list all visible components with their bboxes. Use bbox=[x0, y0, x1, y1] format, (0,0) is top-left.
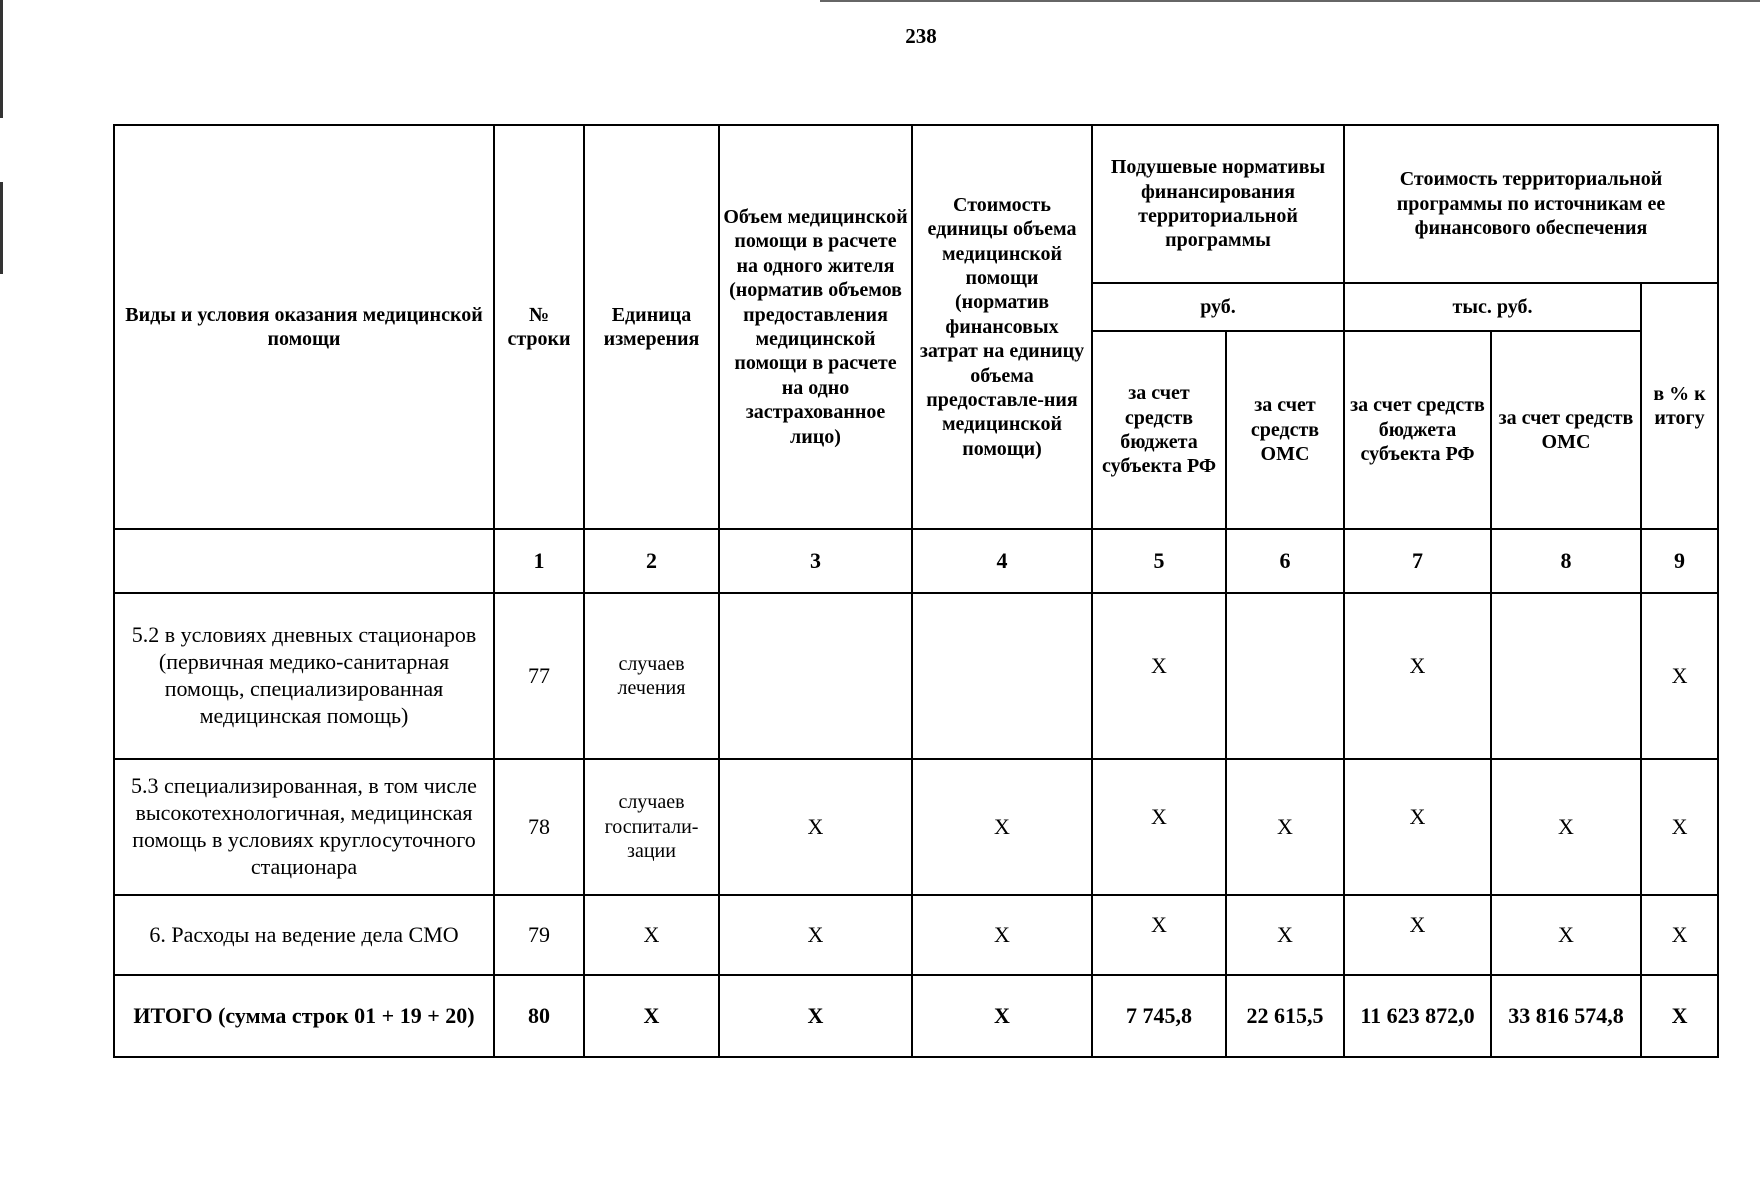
scan-edge-left bbox=[0, 0, 3, 118]
header-unit-thous-rub: тыс. руб. bbox=[1344, 283, 1641, 331]
header-group-program-cost: Стоимость территориальной программы по источникам ее финансового обеспечения bbox=[1344, 125, 1718, 283]
row-unit: случаев госпитали-зации bbox=[584, 759, 719, 895]
row-budget-rub: Х bbox=[1092, 895, 1226, 975]
header-percent: в % к итогу bbox=[1641, 283, 1718, 529]
page-number: 238 bbox=[905, 24, 937, 48]
row-label: 6. Расходы на ведение дела СМО bbox=[114, 895, 494, 975]
column-number: 5 bbox=[1092, 529, 1226, 593]
header-unit-rub: руб. bbox=[1092, 283, 1344, 331]
row-label: 5.2 в условиях дневных стационаров (первичная медико-санитарная помощь, специализированная медицинская помощь) bbox=[114, 593, 494, 759]
row-oms-rub: Х bbox=[1226, 895, 1344, 975]
row-percent: Х bbox=[1641, 895, 1718, 975]
table-row-total bbox=[114, 975, 1718, 1057]
row-unit: Х bbox=[584, 895, 719, 975]
column-number: 9 bbox=[1641, 529, 1718, 593]
row-oms-thous bbox=[1491, 593, 1641, 759]
row-budget-thous: Х bbox=[1344, 759, 1491, 895]
column-number: 6 bbox=[1226, 529, 1344, 593]
row-oms-rub: 22 615,5 bbox=[1226, 975, 1344, 1057]
column-number bbox=[114, 529, 494, 593]
header-oms-rub: за счет средств ОМС bbox=[1226, 331, 1344, 529]
row-cost: Х bbox=[912, 895, 1092, 975]
header-group-per-capita: Подушевые нормативы финансирования территориальной программы bbox=[1092, 125, 1344, 283]
column-number: 3 bbox=[719, 529, 912, 593]
row-budget-rub: 7 745,8 bbox=[1092, 975, 1226, 1057]
row-number: 79 bbox=[494, 895, 584, 975]
row-cost: Х bbox=[912, 975, 1092, 1057]
row-unit: случаев лечения bbox=[584, 593, 719, 759]
row-label: ИТОГО (сумма строк 01 + 19 + 20) bbox=[114, 975, 494, 1057]
header-unit: Единица измерения bbox=[584, 125, 719, 529]
row-percent: Х bbox=[1641, 593, 1718, 759]
financing-table bbox=[113, 124, 1719, 1058]
column-number: 8 bbox=[1491, 529, 1641, 593]
header-row-no: № строки bbox=[494, 125, 584, 529]
row-budget-rub: Х bbox=[1092, 593, 1226, 759]
header-budget-rub: за счет средств бюджета субъекта РФ bbox=[1092, 331, 1226, 529]
row-oms-rub: Х bbox=[1226, 759, 1344, 895]
row-number: 80 bbox=[494, 975, 584, 1057]
row-oms-thous: Х bbox=[1491, 759, 1641, 895]
row-budget-thous: Х bbox=[1344, 593, 1491, 759]
column-number: 4 bbox=[912, 529, 1092, 593]
row-budget-rub: Х bbox=[1092, 759, 1226, 895]
row-unit: Х bbox=[584, 975, 719, 1057]
row-number: 78 bbox=[494, 759, 584, 895]
table-row bbox=[114, 593, 1718, 759]
table-row bbox=[114, 759, 1718, 895]
column-number: 2 bbox=[584, 529, 719, 593]
row-budget-thous: Х bbox=[1344, 895, 1491, 975]
row-percent: Х bbox=[1641, 975, 1718, 1057]
row-volume: Х bbox=[719, 759, 912, 895]
column-number: 1 bbox=[494, 529, 584, 593]
scan-edge-left-lower bbox=[0, 182, 3, 274]
row-oms-thous: 33 816 574,8 bbox=[1491, 975, 1641, 1057]
row-budget-thous: 11 623 872,0 bbox=[1344, 975, 1491, 1057]
row-oms-thous: Х bbox=[1491, 895, 1641, 975]
header-kind: Виды и условия оказания медицинской помощи bbox=[114, 125, 494, 529]
row-volume bbox=[719, 593, 912, 759]
column-number: 7 bbox=[1344, 529, 1491, 593]
header-oms-thous: за счет средств ОМС bbox=[1491, 331, 1641, 529]
row-volume: Х bbox=[719, 975, 912, 1057]
row-oms-rub bbox=[1226, 593, 1344, 759]
row-volume: Х bbox=[719, 895, 912, 975]
table-row bbox=[114, 895, 1718, 975]
header-cost: Стоимость единицы объема медицинской помощи (норматив финансовых затрат на единицу объема предоставле-ния медицинской помощи) bbox=[912, 125, 1092, 529]
row-cost: Х bbox=[912, 759, 1092, 895]
row-cost bbox=[912, 593, 1092, 759]
scan-edge-top bbox=[820, 0, 1760, 2]
row-percent: Х bbox=[1641, 759, 1718, 895]
header-volume: Объем медицинской помощи в расчете на одного жителя (норматив объемов предоставления медицинской помощи в расчете на одно застрахованное лицо) bbox=[719, 125, 912, 529]
header-budget-thous: за счет средств бюджета субъекта РФ bbox=[1344, 331, 1491, 529]
row-label: 5.3 специализированная, в том числе высокотехнологичная, медицинская помощь в условиях круглосуточного стационара bbox=[114, 759, 494, 895]
row-number: 77 bbox=[494, 593, 584, 759]
